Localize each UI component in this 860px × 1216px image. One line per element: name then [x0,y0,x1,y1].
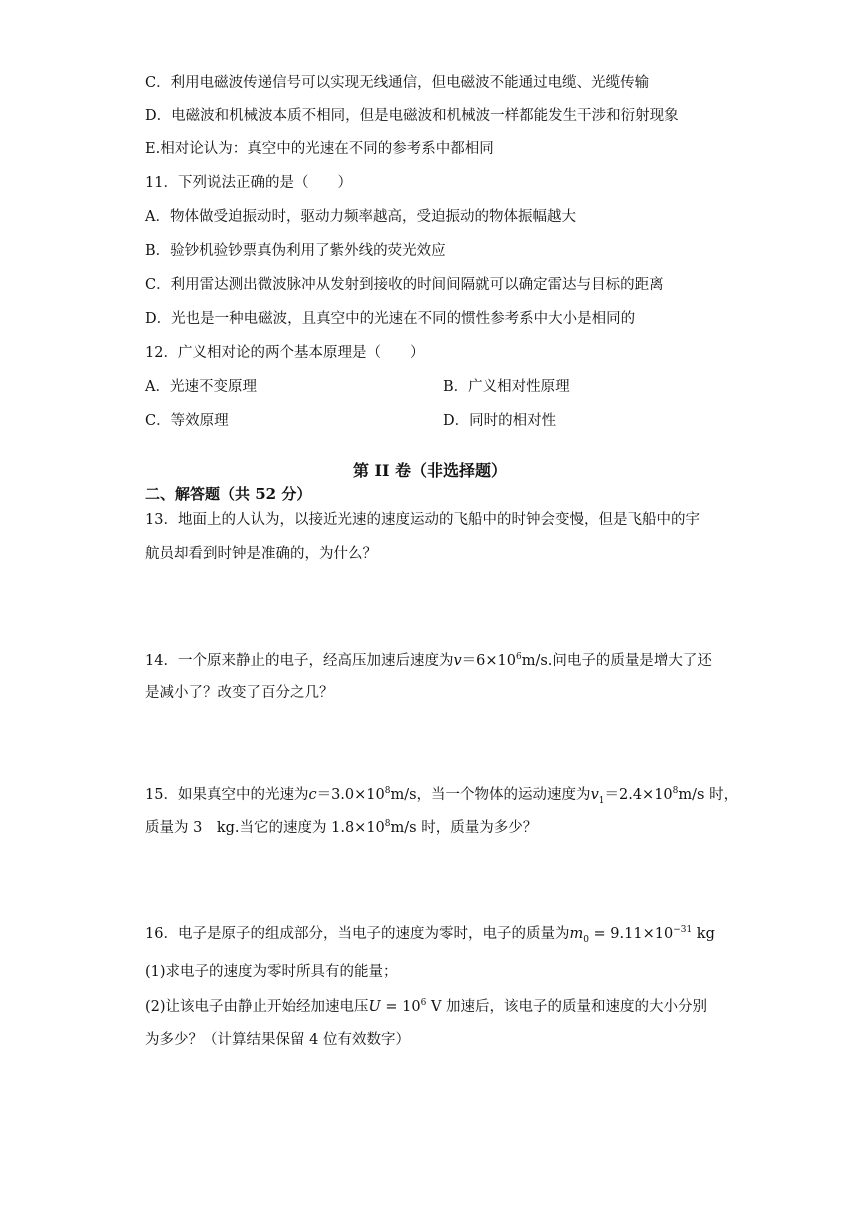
option-12c: C．等效原理 [145,413,229,429]
section-heading: 二、解答题（共 52 分） [145,485,312,503]
question-13-line-2: 航员却看到时钟是准确的，为什么？ [145,546,377,562]
option-11c: C．利用雷达测出微波脉冲从发射到接收的时间间隔就可以确定雷达与目标的距离 [145,277,664,293]
option-12a: A．光速不变原理 [145,379,257,395]
question-12-stem: 12．广义相对论的两个基本原理是（ ） [145,345,425,361]
question-13-line-1: 13．地面上的人认为，以接近光速的速度运动的飞船中的时钟会变慢，但是飞船中的宇 [145,512,700,528]
question-16-part-2: (2)让该电子由静止开始经加速电压$U = 10^6$ V 加速后，该电子的质量和速度的大小分别 [145,998,708,1015]
option-10d: D．电磁波和机械波本质不相同，但是电磁波和机械波一样都能发生干涉和衍射现象 [145,108,679,124]
question-16-part-2-cont: 为多少？（计算结果保留 4 位有效数字） [145,1032,410,1048]
option-11b: B．验钞机验钞票真伪利用了紫外线的荧光效应 [145,243,446,259]
option-10c: C．利用电磁波传递信号可以实现无线通信，但电磁波不能通过电缆、光缆传输 [145,75,650,91]
option-12d: D．同时的相对性 [443,413,557,429]
option-11d: D．光也是一种电磁波，且真空中的光速在不同的惯性参考系中大小是相同的 [145,311,636,327]
question-14-line-1: 14．一个原来静止的电子，经高压加速后速度为$v=6\times 10^6m/s$.问电子的质量是增大了还 [145,652,712,669]
question-16-stem: 16．电子是原子的组成部分，当电子的速度为零时，电子的质量为$m_0 = 9.11\times 10^{-31}$ kg [145,925,715,945]
part-2-title: 第 II 卷（非选择题） [352,461,508,480]
question-15-line-1: 15．如果真空中的光速为$c=3.0\times 10^8m/s$，当一个物体的运动速度为$v_1=2.4\times 10^8m/s$ 时， [145,786,739,806]
option-11a: A．物体做受迫振动时，驱动力频率越高，受迫振动的物体振幅越大 [145,209,576,225]
question-16-part-1: (1)求电子的速度为零时所具有的能量； [145,964,398,980]
question-15-line-2: 质量为 3 kg.当它的速度为 $1.8\times 10^8m/s$ 时，质量为多少？ [145,819,538,836]
question-11-stem: 11．下列说法正确的是（ ） [145,175,352,191]
question-14-line-2: 是减小了？改变了百分之几？ [145,685,334,701]
option-10e: E.相对论认为：真空中的光速在不同的参考系中都相同 [145,141,494,157]
option-12b: B．广义相对性原理 [443,379,570,395]
